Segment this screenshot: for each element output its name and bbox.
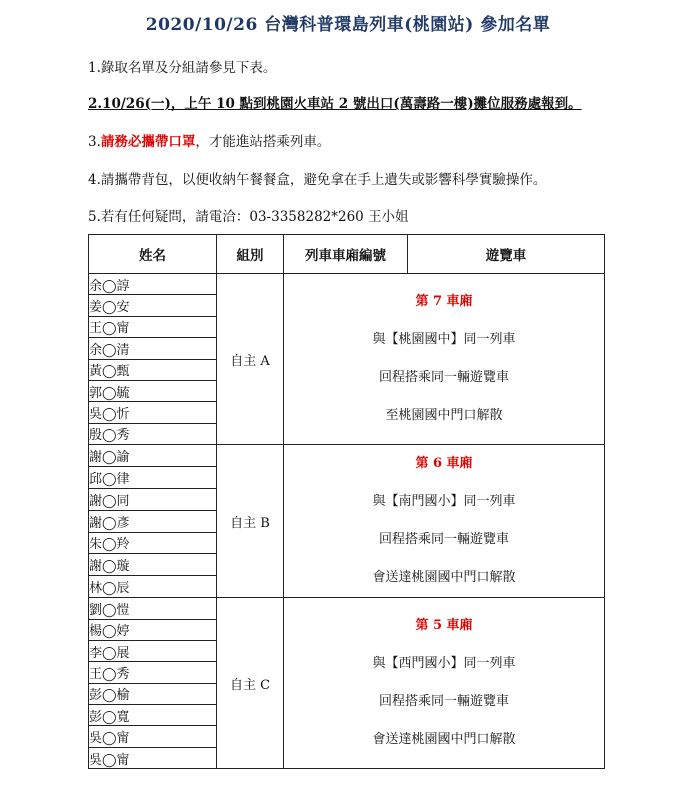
table-row xyxy=(89,598,605,619)
participant-name: 王◯甯 xyxy=(89,316,217,337)
participant-name: 謝◯彥 xyxy=(89,510,217,532)
note-3 xyxy=(88,130,330,150)
participant-name: 朱◯羚 xyxy=(89,532,217,554)
tour-info-line: 回程搭乘同一輛遊覽車 xyxy=(378,370,509,386)
note-2: 2.10/26(一)，上午 10 點到桃園火車站 2 號出口(萬壽路一樓)攤位服務處報到。 xyxy=(88,96,582,112)
participant-name: 郭◯毓 xyxy=(89,380,217,401)
note-3-prefix: 3. xyxy=(88,134,101,150)
participant-name: 李◯展 xyxy=(89,640,217,661)
group-cell: 自主 A xyxy=(217,274,284,445)
participant-name: 殷◯秀 xyxy=(89,423,217,444)
tour-info-line: 與【桃園國中】同一列車 xyxy=(372,332,516,348)
note-5: 5.若有任何疑問，請電洽：03-3358282*260 王小姐 xyxy=(88,209,409,225)
participant-name: 吳◯甯 xyxy=(89,747,217,768)
participant-name: 余◯諄 xyxy=(89,274,217,295)
header-name: 姓名 xyxy=(89,235,217,274)
participant-name: 謝◯同 xyxy=(89,488,217,510)
participant-name: 余◯清 xyxy=(89,338,217,359)
tour-info-cell xyxy=(284,274,605,445)
participant-name: 彭◯榆 xyxy=(89,683,217,704)
tour-info-line: 至桃園國中門口解散 xyxy=(385,408,503,424)
tour-info-line: 會送達桃園國中門口解散 xyxy=(372,732,516,748)
page-title: 2020/10/26 台灣科普環島列車(桃園站) 參加名單 xyxy=(145,15,551,35)
participant-name: 彭◯寬 xyxy=(89,705,217,726)
header-tour: 遊覽車 xyxy=(408,235,605,274)
note-3-mask-warning: 請務必攜帶口罩 xyxy=(100,134,196,150)
participant-name: 姜◯安 xyxy=(89,295,217,316)
participant-name: 楊◯婷 xyxy=(89,619,217,640)
group-cell: 自主 C xyxy=(217,598,284,769)
car-label: 第 6 車廂 xyxy=(415,456,473,472)
roster-table xyxy=(88,234,605,769)
tour-info-lines xyxy=(284,283,604,435)
car-label: 第 5 車廂 xyxy=(415,618,473,634)
participant-name: 王◯秀 xyxy=(89,662,217,683)
roster-body xyxy=(89,274,605,769)
participant-name: 林◯辰 xyxy=(89,576,217,598)
header-car-no: 列車車廂編號 xyxy=(284,235,408,274)
participant-name: 謝◯璇 xyxy=(89,554,217,576)
participant-name: 黃◯甄 xyxy=(89,359,217,380)
note-4: 4.請攜帶背包，以便收納午餐餐盒，避免拿在手上遺失或影響科學實驗操作。 xyxy=(88,172,547,188)
participant-name: 吳◯忻 xyxy=(89,402,217,423)
car-label: 第 7 車廂 xyxy=(415,294,473,310)
tour-info-lines xyxy=(284,445,604,597)
group-cell: 自主 B xyxy=(217,445,284,598)
table-row xyxy=(89,445,605,467)
tour-info-line: 會送達桃園國中門口解散 xyxy=(372,570,516,586)
note-1: 1.錄取名單及分組請參見下表。 xyxy=(88,60,277,76)
header-row xyxy=(89,235,605,274)
participant-name: 吳◯甯 xyxy=(89,726,217,747)
participant-name: 劉◯愷 xyxy=(89,598,217,619)
tour-info-line: 回程搭乘同一輛遊覽車 xyxy=(378,532,509,548)
participant-name: 邱◯律 xyxy=(89,466,217,488)
tour-info-cell xyxy=(284,445,605,598)
tour-info-line: 回程搭乘同一輛遊覽車 xyxy=(378,694,509,710)
header-group: 組別 xyxy=(217,235,284,274)
tour-info-cell xyxy=(284,598,605,769)
tour-info-line: 與【西門國小】同一列車 xyxy=(372,656,516,672)
participant-name: 謝◯諭 xyxy=(89,445,217,467)
note-3-suffix: ，才能進站搭乘列車。 xyxy=(195,134,331,150)
tour-info-lines xyxy=(284,607,604,759)
tour-info-line: 與【南門國小】同一列車 xyxy=(372,494,516,510)
table-row xyxy=(89,274,605,295)
